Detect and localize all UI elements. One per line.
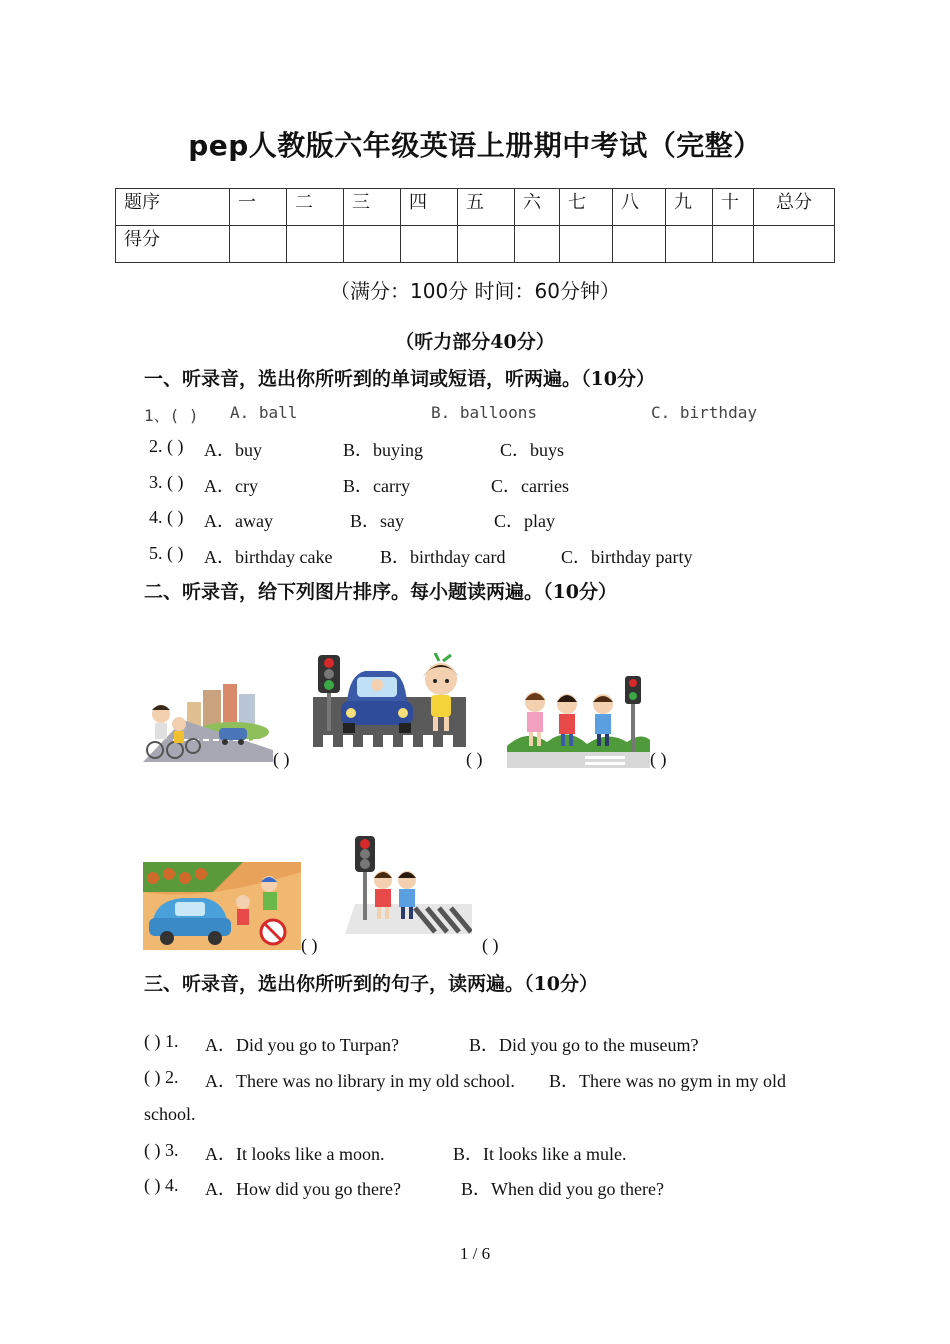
listening-header: （听力部分40分） [395,331,555,353]
s3-q4-option-a: A．How did you go there? [205,1179,401,1199]
s3-q1-option-a: A．Did you go to Turpan? [205,1035,400,1055]
score-header-cell: 七 [560,189,613,226]
score-table-header-row [116,189,835,226]
q3-option-a: A．cry [204,476,258,496]
score-cell[interactable] [230,226,287,263]
score-header-cell: 题序 [116,189,230,226]
score-cell[interactable] [666,226,713,263]
q5-option-b: B．birthday card [380,547,506,567]
picture2-answer-blank[interactable]: ( ) [466,749,483,769]
score-cell[interactable] [401,226,458,263]
section2-heading: 二、听录音，给下列图片排序。每小题读两遍。（10分） [144,581,617,603]
q4-option-a: A．away [204,511,273,531]
s3-q2-number: ( ) 2. [144,1067,179,1087]
page-number: 1 / 6 [459,1244,491,1263]
section3-heading: 三、听录音，选出你所听到的句子，读两遍。（10分） [144,973,598,995]
section1-heading: 一、听录音，选出你所听到的单词或短语，听两遍。（10分） [144,368,655,390]
picture-kids-at-crossing [507,672,650,768]
score-header-cell: 一 [230,189,287,226]
score-cell[interactable] [458,226,515,263]
score-header-cell: 六 [515,189,560,226]
page-title: pep人教版六年级英语上册期中考试（完整） [188,129,762,162]
score-header-cell: 总分 [754,189,835,226]
score-cell[interactable] [560,226,613,263]
picture5-answer-blank[interactable]: ( ) [482,935,499,955]
picture-car-kids-road [143,862,301,950]
score-header-cell: 三 [344,189,401,226]
picture-kids-cycling [143,680,273,762]
q1-option-a: A. ball [230,403,298,422]
s3-q4-option-b: B．When did you go there? [461,1179,664,1199]
q2-option-b: B．buying [343,440,424,460]
score-header-cell: 八 [613,189,666,226]
score-cell[interactable] [287,226,344,263]
q4-option-c: C．play [494,511,555,531]
exam-subtitle: （满分：100分 时间：60分钟） [330,279,620,303]
score-table-score-row [116,226,835,263]
s3-q2-option-b: B．There was no gym in my old [549,1071,786,1091]
q3-option-b: B．carry [343,476,410,496]
picture-kids-traffic-light [345,834,472,934]
picture1-answer-blank[interactable]: ( ) [273,749,290,769]
s3-q3-option-a: A．It looks like a moon. [205,1144,385,1164]
q3-number: 3. ( ) [149,472,184,492]
score-cell[interactable] [713,226,754,263]
score-cell[interactable] [515,226,560,263]
s3-q1-option-b: B．Did you go to the museum? [469,1035,699,1055]
s3-q3-option-b: B．It looks like a mule. [453,1144,627,1164]
q1-option-b: B. balloons [431,403,537,422]
picture3-answer-blank[interactable]: ( ) [650,749,667,769]
q4-number: 4. ( ) [149,507,184,527]
score-header-cell: 五 [458,189,515,226]
q2-option-a: A．buy [204,440,262,460]
q4-option-b: B．say [350,511,404,531]
score-header-cell: 十 [713,189,754,226]
q5-option-a: A．birthday cake [204,547,333,567]
s3-q1-number: ( ) 1. [144,1031,179,1051]
score-cell[interactable] [344,226,401,263]
score-cell[interactable] [613,226,666,263]
s3-q3-number: ( ) 3. [144,1140,179,1160]
q1-number: 1、( ) [144,406,199,425]
picture4-answer-blank[interactable]: ( ) [301,935,318,955]
q5-option-c: C．birthday party [561,547,693,567]
score-header-cell: 二 [287,189,344,226]
s3-q2-wrap: school. [144,1104,196,1124]
q2-number: 2. ( ) [149,436,184,456]
q5-number: 5. ( ) [149,543,184,563]
score-table [115,188,835,263]
q1-option-c: C. birthday [651,403,757,422]
score-row-label: 得分 [116,226,230,263]
q2-option-c: C．buys [500,440,565,460]
score-header-cell: 九 [666,189,713,226]
s3-q4-number: ( ) 4. [144,1175,179,1195]
picture-crosswalk-car [313,653,466,747]
score-header-cell: 四 [401,189,458,226]
q3-option-c: C．carries [491,476,569,496]
s3-q2-option-a: A．There was no library in my old school. [205,1071,515,1091]
score-cell[interactable] [754,226,835,263]
